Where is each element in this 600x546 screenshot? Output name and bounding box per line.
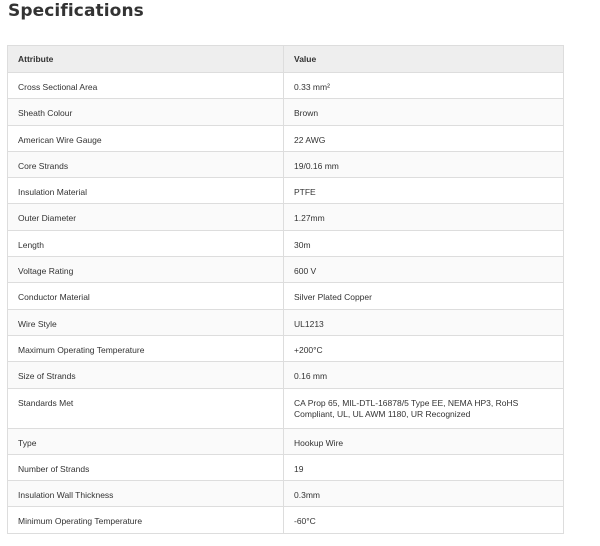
table-row <box>8 125 564 151</box>
attribute-cell: Length <box>8 230 284 256</box>
attribute-cell: Conductor Material <box>8 283 284 309</box>
table-row <box>8 481 564 507</box>
column-header-value: Value <box>284 46 564 73</box>
value-cell: 1.27mm <box>284 204 564 230</box>
value-cell: Silver Plated Copper <box>284 283 564 309</box>
attribute-cell: Wire Style <box>8 309 284 335</box>
attribute-cell: Maximum Operating Temperature <box>8 335 284 361</box>
table-header-row <box>8 46 564 73</box>
page-title: Specifications <box>8 1 144 21</box>
table-row <box>8 230 564 256</box>
attribute-cell: Insulation Material <box>8 178 284 204</box>
value-cell: -60°C <box>284 507 564 533</box>
attribute-cell: Type <box>8 428 284 454</box>
attribute-cell: Standards Met <box>8 388 284 428</box>
attribute-cell: Cross Sectional Area <box>8 73 284 99</box>
table-row <box>8 454 564 480</box>
table-row <box>8 283 564 309</box>
attribute-cell: Size of Strands <box>8 362 284 388</box>
attribute-cell: Minimum Operating Temperature <box>8 507 284 533</box>
attribute-cell: Number of Strands <box>8 454 284 480</box>
attribute-cell: Voltage Rating <box>8 257 284 283</box>
value-cell: UL1213 <box>284 309 564 335</box>
table-row <box>8 99 564 125</box>
value-cell: 0.3mm <box>284 481 564 507</box>
value-cell: 22 AWG <box>284 125 564 151</box>
table-row <box>8 507 564 533</box>
value-cell: 30m <box>284 230 564 256</box>
value-cell: 19/0.16 mm <box>284 151 564 177</box>
value-cell: PTFE <box>284 178 564 204</box>
value-cell: +200°C <box>284 335 564 361</box>
attribute-cell: Sheath Colour <box>8 99 284 125</box>
table-row <box>8 151 564 177</box>
table-row <box>8 257 564 283</box>
attribute-cell: Insulation Wall Thickness <box>8 481 284 507</box>
value-cell: 0.33 mm² <box>284 73 564 99</box>
specifications-table <box>7 45 564 534</box>
table-body <box>8 73 564 534</box>
column-header-attribute: Attribute <box>8 46 284 73</box>
value-cell: Hookup Wire <box>284 428 564 454</box>
table-row <box>8 428 564 454</box>
table-row <box>8 335 564 361</box>
table-row <box>8 309 564 335</box>
table-row <box>8 204 564 230</box>
table-row <box>8 73 564 99</box>
table-row <box>8 362 564 388</box>
attribute-cell: American Wire Gauge <box>8 125 284 151</box>
table-row <box>8 178 564 204</box>
table-row <box>8 388 564 428</box>
attribute-cell: Core Strands <box>8 151 284 177</box>
value-cell: CA Prop 65, MIL-DTL-16878/5 Type EE, NEMA HP3, RoHS Compliant, UL, UL AWM 1180, UR Recognized <box>284 388 564 428</box>
table-header <box>8 46 564 73</box>
value-cell: Brown <box>284 99 564 125</box>
attribute-cell: Outer Diameter <box>8 204 284 230</box>
value-cell: 0.16 mm <box>284 362 564 388</box>
value-cell: 600 V <box>284 257 564 283</box>
value-cell: 19 <box>284 454 564 480</box>
